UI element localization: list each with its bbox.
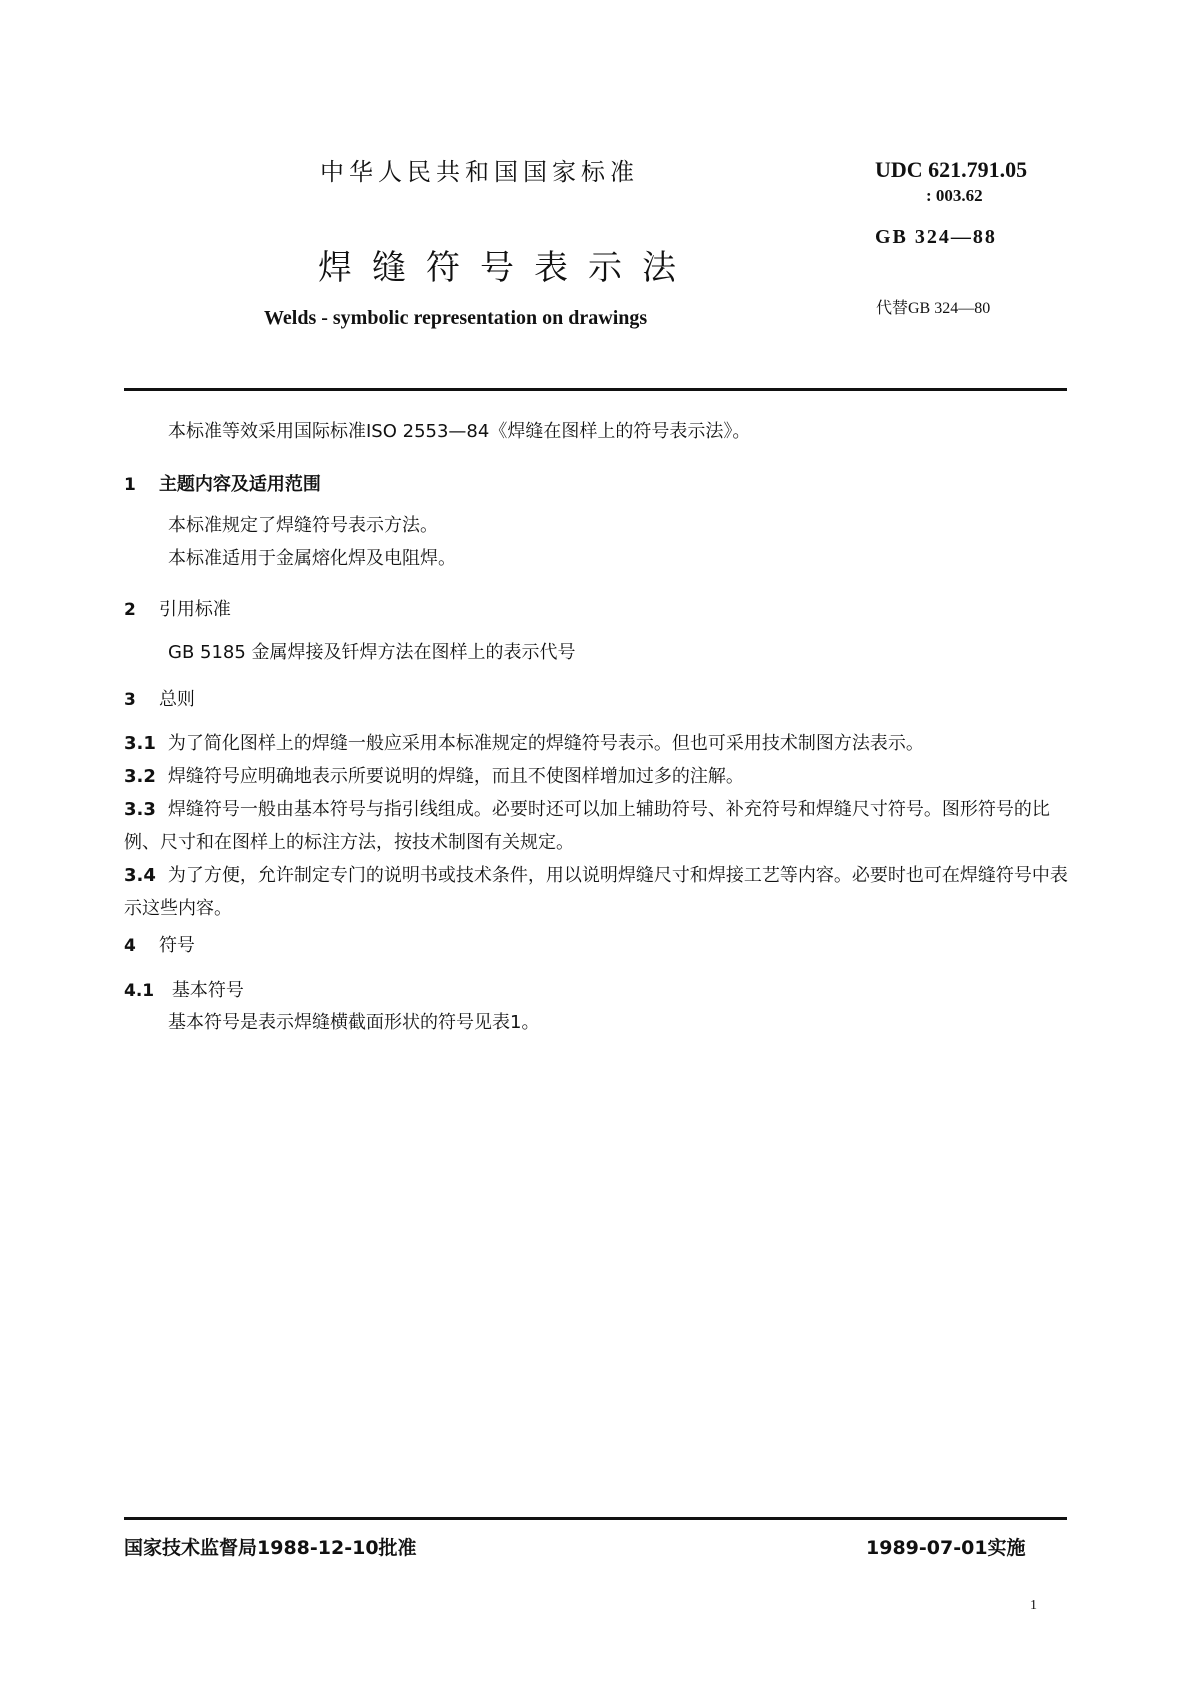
clause-3-3 — [124, 793, 1069, 859]
document-title-cn: 焊缝符号表示法 — [318, 248, 696, 288]
clause-text: 为了方便，允许制定专门的说明书或技术条件，用以说明焊缝尺寸和焊接工艺等内容。必要时也可在焊缝符号中表示这些内容。 — [124, 865, 1068, 919]
clause-number: 4.1 — [124, 981, 155, 1001]
clause-number: 3.4 — [124, 865, 156, 886]
clause-3-1 — [124, 727, 1069, 760]
document-title-en: Welds - symbolic representation on drawings — [264, 307, 648, 329]
section-title: 符号 — [158, 935, 195, 956]
section-number: 3 — [124, 690, 136, 710]
header-divider — [124, 388, 1067, 391]
clause-4-1-text: 基本符号是表示焊缝横截面形状的符号见表1。 — [168, 1012, 540, 1033]
section-3-heading — [124, 685, 195, 711]
udc-code: UDC 621.791.05 — [875, 157, 1028, 182]
clause-number: 3.2 — [124, 766, 156, 787]
section-2-heading — [124, 595, 231, 621]
clause-number: 3.1 — [124, 733, 156, 754]
gb-number: GB 324—88 — [875, 226, 997, 248]
section-number: 4 — [124, 936, 136, 956]
clause-3-4 — [124, 859, 1069, 925]
clause-text: 焊缝符号应明确地表示所要说明的焊缝，而且不使图样增加过多的注解。 — [167, 766, 744, 787]
clause-text: 为了简化图样上的焊缝一般应采用本标准规定的焊缝符号表示。但也可采用技术制图方法表示。 — [167, 733, 924, 754]
section-number: 1 — [124, 475, 136, 495]
effective-date: 1989-07-01实施 — [866, 1537, 1026, 1559]
clause-text: 焊缝符号一般由基本符号与指引线组成。必要时还可以加上辅助符号、补充符号和焊缝尺寸符号。图形符号的比例、尺寸和在图样上的标注方法，按技术制图有关规定。 — [124, 799, 1050, 853]
page-number: 1 — [1030, 1598, 1037, 1613]
section-1-line-2: 本标准适用于金属熔化焊及电阻焊。 — [168, 548, 456, 569]
section-number: 2 — [124, 600, 136, 620]
section-title: 主题内容及适用范围 — [158, 474, 321, 495]
clause-title: 基本符号 — [171, 980, 244, 1001]
section-4-heading — [124, 931, 195, 957]
footer-divider — [124, 1517, 1067, 1520]
approval-date: 国家技术监督局1988-12-10批准 — [124, 1537, 417, 1559]
standard-country-label: 中华人民共和国国家标准 — [320, 158, 639, 186]
clause-number: 3.3 — [124, 799, 156, 820]
udc-code-sub: : 003.62 — [926, 186, 983, 205]
section-1-line-1: 本标准规定了焊缝符号表示方法。 — [168, 515, 438, 536]
section-1-heading — [124, 470, 321, 496]
clause-4-1-heading — [124, 976, 244, 1002]
clause-3-2 — [124, 760, 1069, 793]
replaces-standard: 代替GB 324—80 — [876, 300, 991, 317]
section-title: 引用标准 — [158, 599, 231, 620]
intro-paragraph: 本标准等效采用国际标准ISO 2553—84《焊缝在图样上的符号表示法》。 — [168, 421, 751, 442]
section-2-reference: GB 5185 金属焊接及钎焊方法在图样上的表示代号 — [168, 642, 576, 663]
section-title: 总则 — [158, 689, 195, 710]
